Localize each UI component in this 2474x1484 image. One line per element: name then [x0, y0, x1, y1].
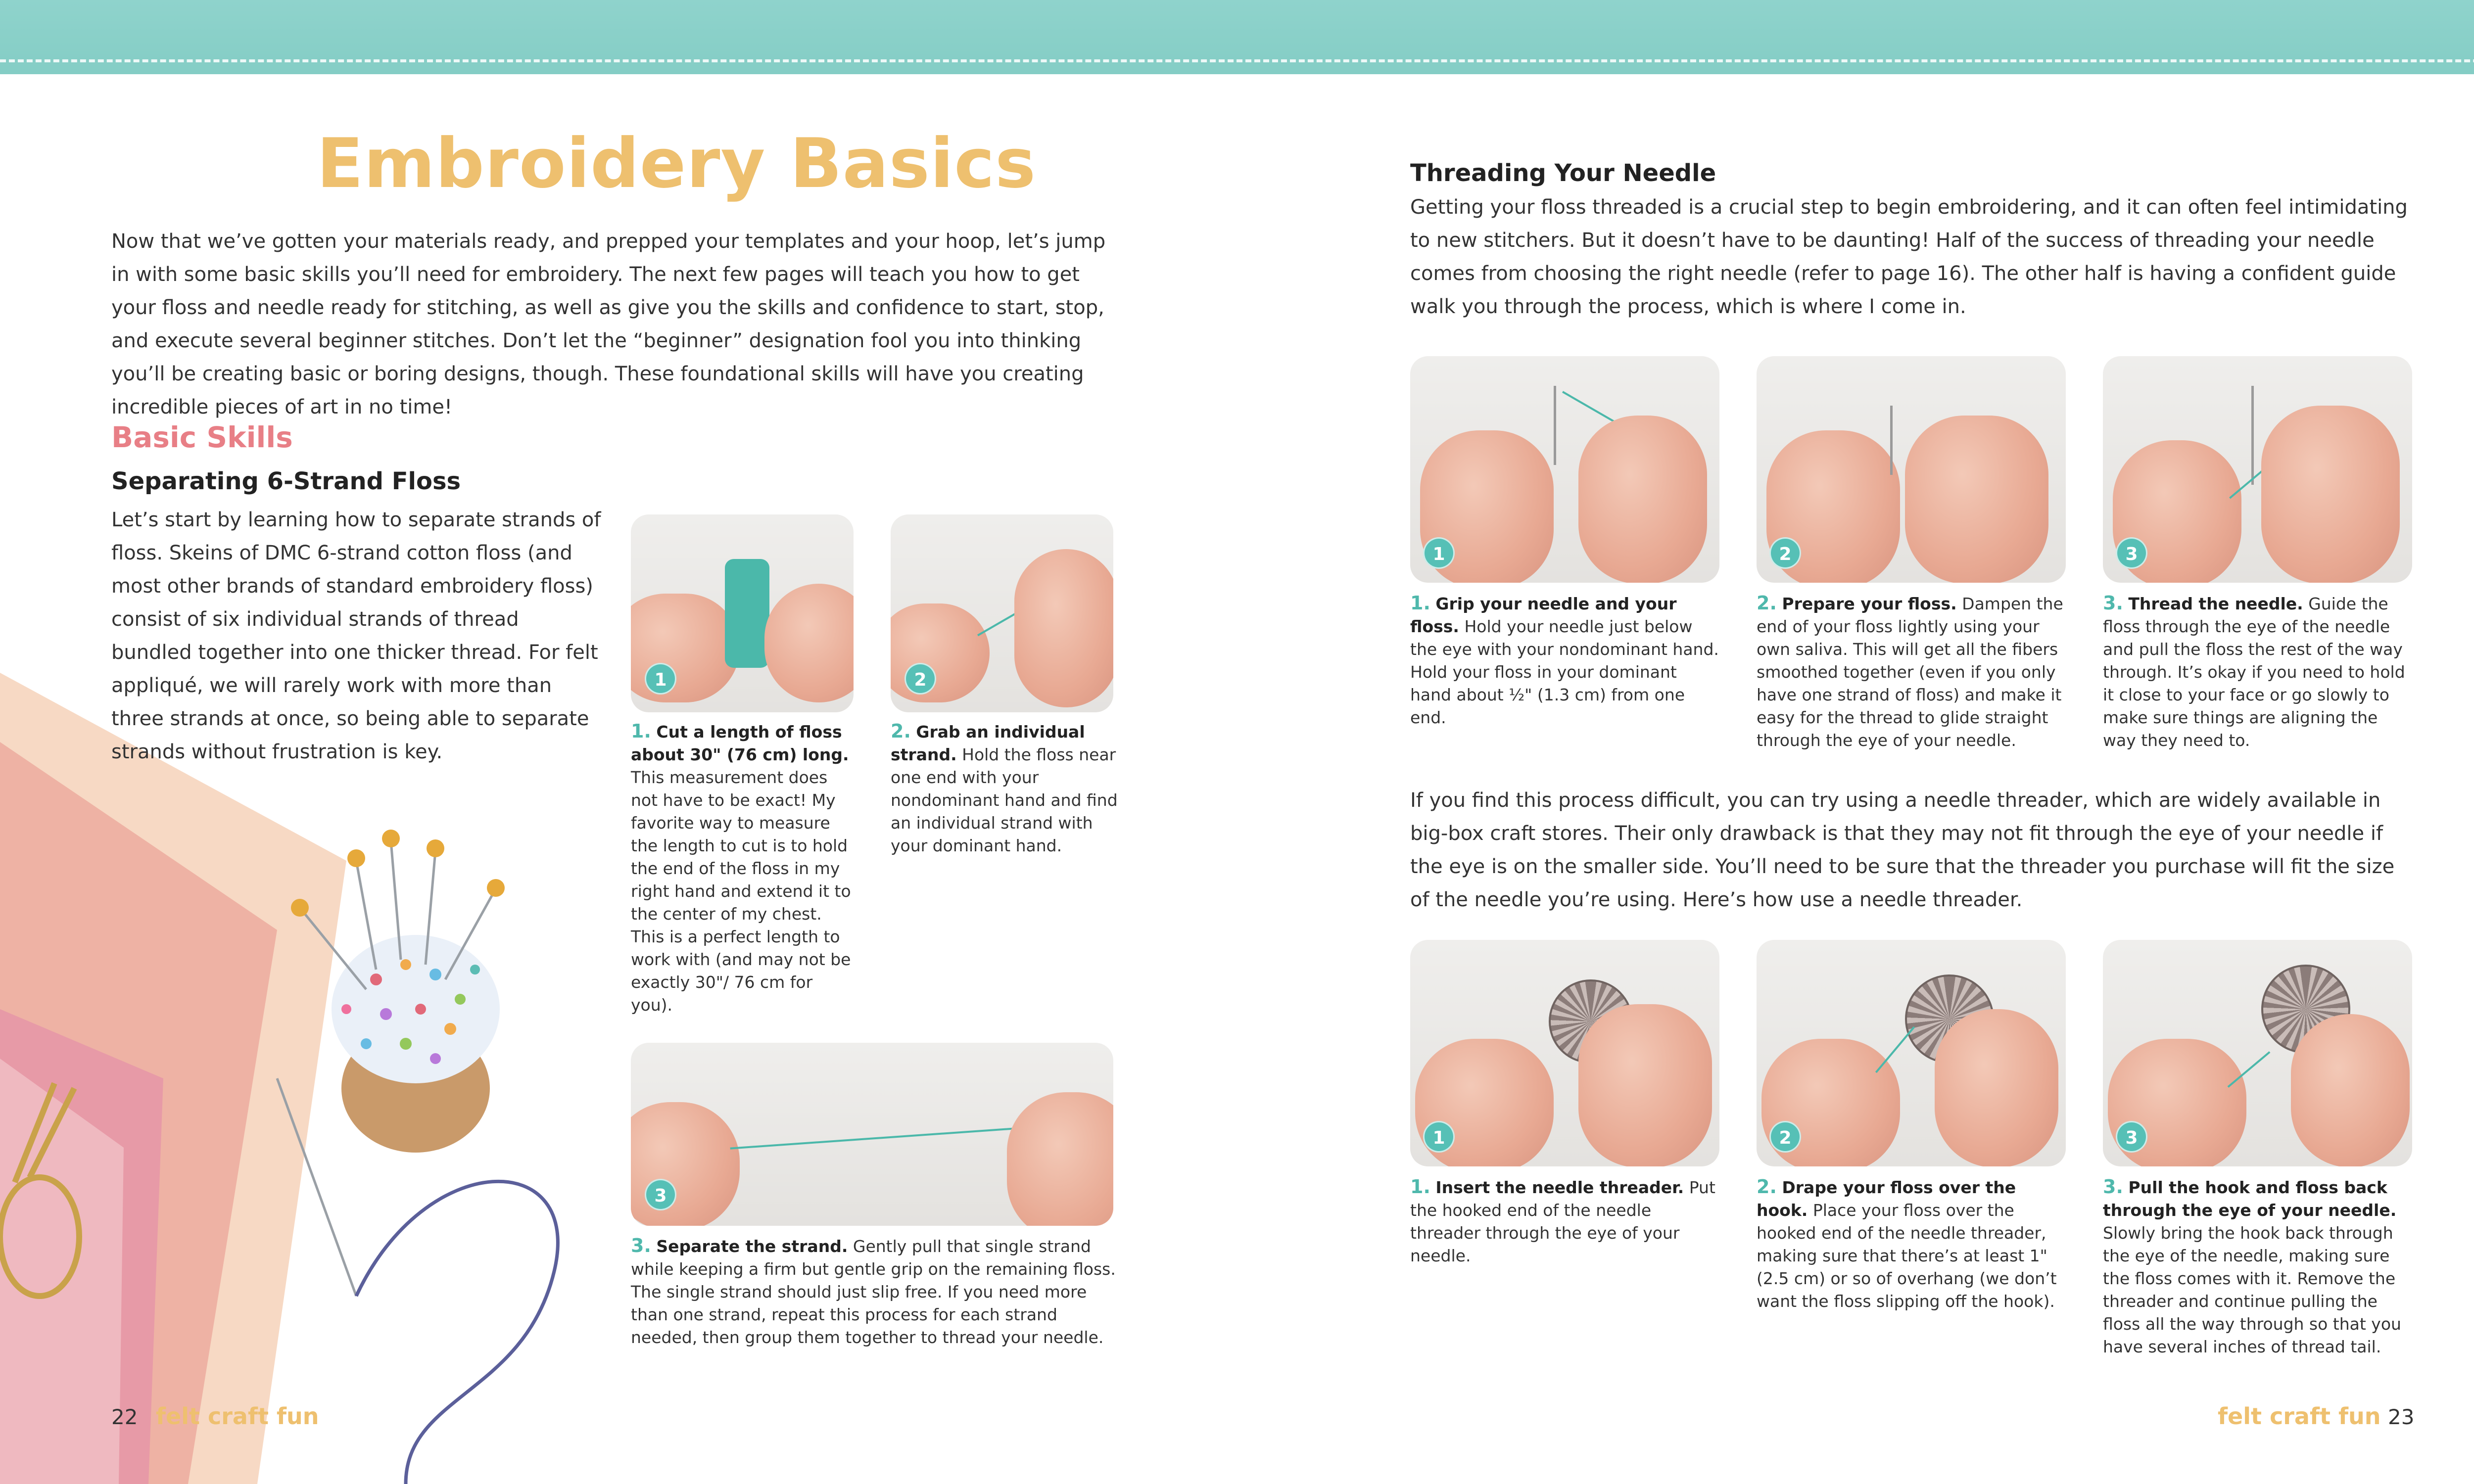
step-text: Hold your needle just below the eye with your nondominant hand. Hold your floss in your dominant hand about ½" (1.3 cm) from one end. — [1410, 617, 1719, 727]
floss-strands — [977, 612, 1017, 636]
floss-strand — [1562, 391, 1615, 422]
purple-thread — [356, 1181, 558, 1484]
step-photo-threader-1 — [1410, 940, 1719, 1166]
step-lead: Insert the needle threader. — [1435, 1178, 1684, 1197]
threading-heading: Threading Your Needle — [1410, 159, 1716, 187]
step-caption — [631, 720, 858, 1017]
page-number-left: 22 — [111, 1405, 138, 1429]
step-caption — [1410, 592, 1722, 729]
step-lead: Prepare your floss. — [1782, 594, 1957, 613]
step-text: Hold the floss near one end with your nondominant hand and find an individual strand with your dominant hand. — [891, 745, 1118, 855]
step-photo-thread-3 — [2103, 356, 2412, 583]
subsection-heading: Separating 6-Strand Floss — [111, 467, 461, 495]
step-number: 3. — [2103, 1176, 2123, 1198]
step-number: 2. — [891, 720, 911, 742]
step-text: This measurement does not have to be exact! My favorite way to measure the length to cut is to hold the end of the floss in my right hand and extend it to the center of my chest. This is a perfect length to work with (and may not be exactly 30"/ 76 cm for you). — [631, 768, 851, 1015]
step-caption — [1757, 592, 2068, 752]
floss-bobbin — [725, 559, 769, 668]
step-lead: Drape your floss over the hook. — [1757, 1178, 2016, 1220]
floss-strand — [730, 1126, 1037, 1149]
step-badge: 3 — [2116, 1121, 2147, 1153]
step-lead: Thread the needle. — [2128, 594, 2303, 613]
step-badge: 1 — [645, 663, 676, 695]
step-badge: 2 — [1769, 1121, 1801, 1153]
step-lead: Grip your needle and your floss. — [1410, 594, 1677, 636]
step-photo-separate-2 — [891, 514, 1113, 712]
intro-paragraph: Now that we’ve gotten your materials ready, and prepped your templates and your hoop, let’s jump in with some basic skills you’ll need for embroidery. The next few pages will teach you how to get your floss and needle ready for stitching, as well as give you the skills and confidence to start, stop, and execute several beginner stitches. Don’t let the “beginner” designation fool you into thinking you’ll be creating basic or boring designs, though. These foundational skills will have you creating incredible pieces of art in no time! — [111, 230, 1106, 418]
threading-body: Getting your floss threaded is a crucial step to begin embroidering, and it can often feel intimidating to new stitchers. But it doesn’t have to be daunting! Half of the success of threading your needle comes from choosing the right needle (refer to page 16). The other half is having a confident guide walk you through the process, which is where I come in. — [1410, 196, 2408, 318]
step-badge: 1 — [1423, 1121, 1455, 1153]
step-text: Guide the floss through the eye of the needle and pull the floss the rest of the way through. It’s okay if you need to hold it close to your face or go slowly to make sure things are aligning the way they need to. — [2103, 594, 2405, 750]
footer-brand-left: felt craft fun — [156, 1403, 319, 1430]
hand-shape — [1578, 1004, 1712, 1166]
step-photo-thread-1 — [1410, 356, 1719, 583]
hand-shape — [1905, 416, 2048, 583]
step-number: 2. — [1757, 1176, 1777, 1198]
step-badge: 2 — [1769, 537, 1801, 569]
step-badge: 2 — [904, 663, 936, 695]
hand-shape — [1578, 416, 1707, 583]
step-photo-separate-1 — [631, 514, 854, 712]
step-lead: Grab an individual strand. — [891, 722, 1085, 764]
step-text: Dampen the end of your floss lightly using your own saliva. This will get all the fibers smoothed together (even if you only have one strand of floss) and make it easy for the thread to glide straight through the eye of your needle. — [1757, 594, 2063, 750]
hand-shape — [1935, 1009, 2058, 1166]
hand-shape — [2261, 406, 2400, 583]
hand-shape — [2291, 1014, 2410, 1166]
step-photo-threader-3 — [2103, 940, 2412, 1166]
needle — [1554, 386, 1556, 465]
step-photo-separate-3 — [631, 1043, 1113, 1226]
needle — [1890, 406, 1893, 475]
needle — [2251, 386, 2254, 485]
step-badge: 3 — [645, 1179, 676, 1210]
step-number: 2. — [1757, 592, 1777, 614]
step-caption — [1410, 1175, 1722, 1267]
floss-strand — [1875, 1026, 1915, 1073]
needle-threader-paragraph: If you find this process difficult, you can try using a needle threader, which are widely available in big-box craft stores. Their only drawback is that they may not fit through the eye of your needle if the eye is on the smaller side. You’ll need to be sure that the threader you purchase will fit the size of the needle you’re using. Here’s how use a needle threader. — [1410, 789, 2395, 911]
step-number: 3. — [631, 1235, 651, 1256]
step-number: 1. — [1410, 592, 1430, 614]
step-badge: 1 — [1423, 537, 1455, 569]
hand-shape — [1014, 549, 1113, 707]
step-lead: Separate the strand. — [656, 1237, 848, 1256]
step-number: 1. — [631, 720, 651, 742]
step-caption — [1757, 1175, 2068, 1313]
top-decorative-band — [0, 0, 2474, 74]
hand-shape — [764, 584, 854, 702]
page-title: Embroidery Basics — [317, 124, 1037, 203]
hand-shape — [631, 1102, 740, 1226]
hand-shape — [891, 603, 990, 702]
step-caption — [2103, 592, 2415, 752]
step-text: Put the hooked end of the needle threader through the eye of your needle. — [1410, 1178, 1715, 1265]
step-text: Gently pull that single strand while keeping a firm but gentle grip on the remaining floss. The single strand should just slip free. If you need more than one strand, repeat this process for each strand needed, then group them together to thread your needle. — [631, 1237, 1116, 1347]
step-text: Slowly bring the hook back through the eye of the needle, making sure the floss comes with it. Remove the threader and continue pulling the floss all the way through so that you have several inches of thread tail. — [2103, 1223, 2401, 1356]
step-number: 3. — [2103, 592, 2123, 614]
felt-pincushion-illustration — [0, 653, 609, 1484]
step-number: 1. — [1410, 1176, 1430, 1198]
step-photo-threader-2 — [1757, 940, 2066, 1166]
step-photo-thread-2 — [1757, 356, 2066, 583]
section-heading: Basic Skills — [111, 420, 293, 454]
step-badge: 3 — [2116, 537, 2147, 569]
step-caption — [631, 1234, 1121, 1349]
page-number-right: 23 — [2388, 1405, 2415, 1429]
step-lead: Cut a length of floss about 30" (76 cm) long. — [631, 722, 849, 764]
subsection-body: Let’s start by learning how to separate strands of floss. Skeins of DMC 6-strand cotton floss (and most other brands of standard embroidery floss) consist of six individual strands of thread bundled together into one thicker thread. For felt appliqué, we will rarely work with more than three strands at once, so being able to separate strands without frustration is key. — [111, 509, 601, 763]
footer-brand-right: felt craft fun — [2218, 1403, 2381, 1430]
hand-shape — [1007, 1092, 1113, 1226]
step-text: Place your floss over the hooked end of the needle threader, making sure that there’s at least 1" (2.5 cm) or so of overhang (we don’t want the floss slipping off the hook). — [1757, 1201, 2057, 1311]
step-caption — [2103, 1175, 2415, 1358]
step-lead: Pull the hook and floss back through the eye of your needle. — [2103, 1178, 2397, 1220]
step-caption — [891, 720, 1118, 857]
